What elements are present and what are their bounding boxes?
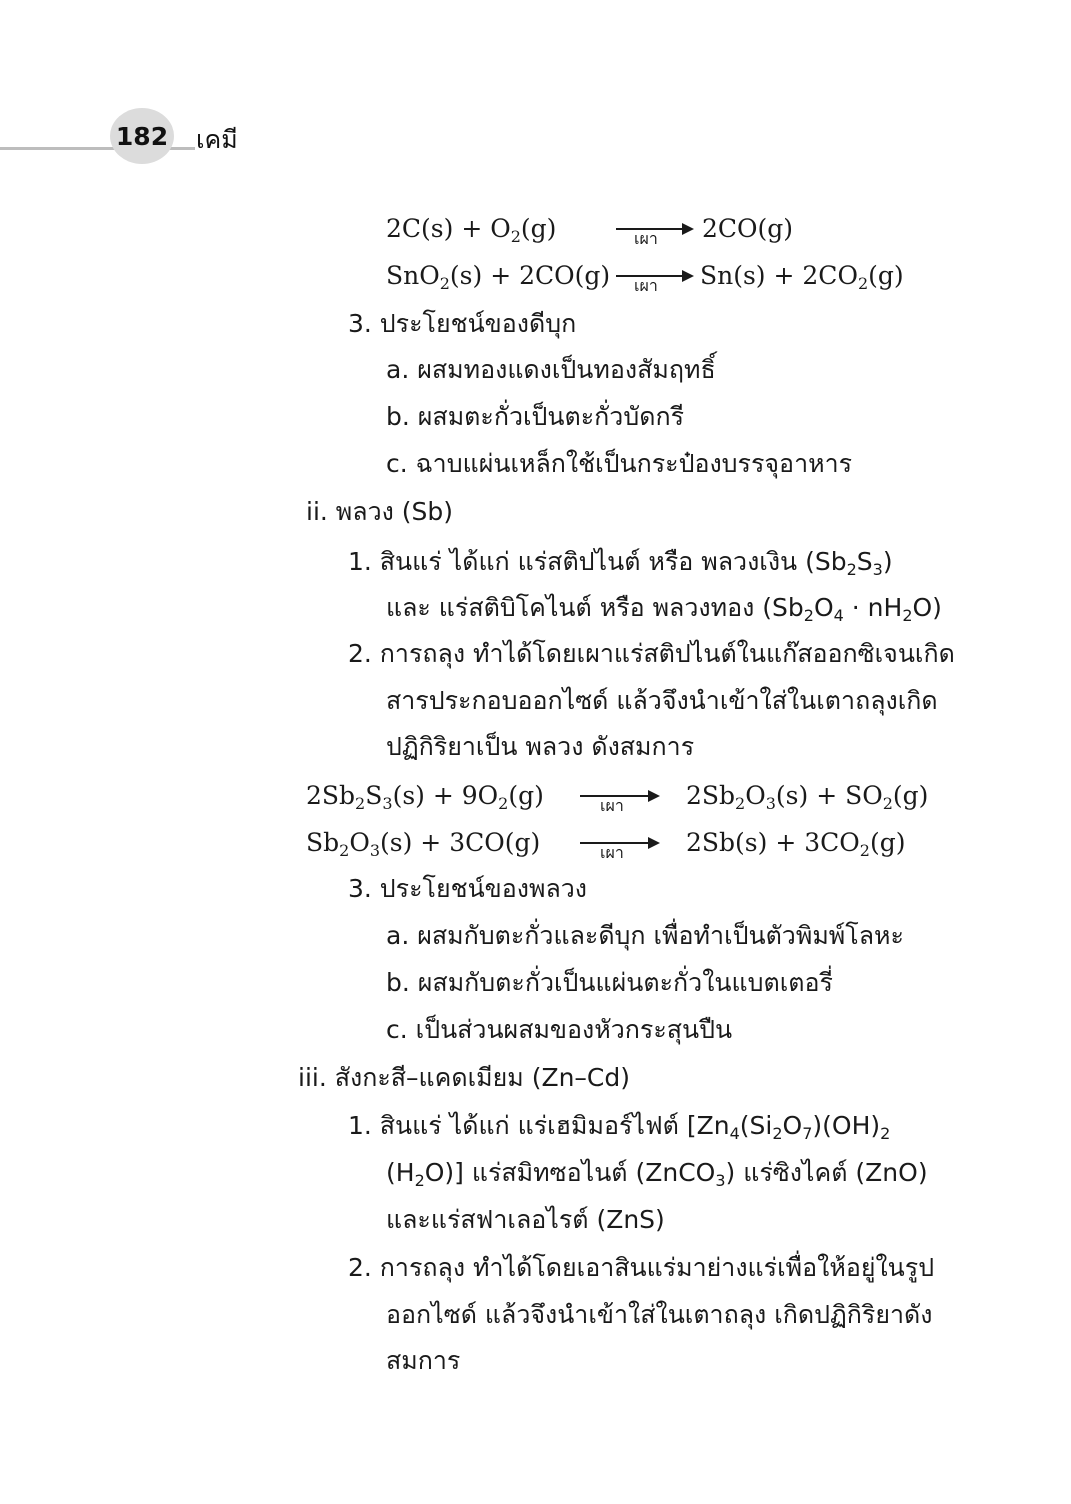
antimony-ore-line-1: 1. สินแร่ ได้แก่ แร่สติปไนต์ หรือ พลวงเงิน $(Sb_2S_3)$	[348, 547, 893, 579]
zinc-roast-line-2: ออกไซด์ แล้วจึงนำเข้าใส่ในเตาถลุง เกิดปฏิกิริยาดัง	[386, 1300, 933, 1329]
list-item: a. ผสมทองแดงเป็นทองสัมฤทธิ์	[386, 355, 716, 384]
tin-uses-heading: 3. ประโยชน์ของดีบุก	[348, 309, 577, 338]
zinc-ore-line-3: และแร่สฟาเลอไรต์ (ZnS)	[386, 1205, 665, 1234]
antimony-eq1-left: $2Sb_2S_3(s) + 9O_2(g)$	[306, 781, 544, 813]
tin-eq1-right: 2CO(g)	[702, 214, 794, 243]
antimony-uses-heading: 3. ประโยชน์ของพลวง	[348, 874, 588, 903]
antimony-eq2-right: $2Sb(s) + 3CO_2(g)$	[686, 828, 906, 860]
antimony-roast-line-2: สารประกอบออกไซด์ แล้วจึงนำเข้าใส่ในเตาถลุงเกิด	[386, 686, 938, 715]
zinc-ore-line-1: 1. สินแร่ ได้แก่ แร่เฮมิมอร์ไฟต์ [$Zn_4(Si_2O_7)(OH)_2$	[348, 1111, 891, 1143]
section-heading-antimony: ii. พลวง (Sb)	[306, 497, 454, 526]
tin-eq1-arrow: เผา	[616, 214, 694, 248]
section-heading-zinc-cadmium: iii. สังกะสี–แคดเมียม (Zn–Cd)	[298, 1063, 631, 1092]
antimony-roast-line-1: 2. การถลุง ทำได้โดยเผาแร่สติปไนต์ในแก๊สออกซิเจนเกิด	[348, 639, 955, 668]
zinc-ore-line-2: $(H_2O)$] แร่สมิทซอไนต์ (ZnCO$_3$) แร่ซิงไคต์ (ZnO)	[386, 1158, 928, 1190]
list-item: b. ผสมตะกั่วเป็นตะกั่วบัดกรี	[386, 402, 685, 431]
list-item: b. ผสมกับตะกั่วเป็นแผ่นตะกั่วในแบตเตอรี่	[386, 968, 833, 997]
antimony-ore-line-2: และ แร่สติบิโคไนต์ หรือ พลวงทอง $(Sb_2O_4 \cdot nH_2O)$	[386, 593, 942, 625]
tin-eq2-left: SnO$_2$(s) + 2CO(g)	[386, 261, 611, 293]
subject-title: เคมี	[196, 125, 238, 154]
antimony-eq1-arrow: เผา	[580, 781, 660, 815]
antimony-roast-line-3: ปฏิกิริยาเป็น พลวง ดังสมการ	[386, 732, 695, 761]
tin-eq2-arrow: เผา	[616, 261, 694, 295]
list-item: c. เป็นส่วนผสมของหัวกระสุนปืน	[386, 1015, 733, 1044]
page-number-badge	[110, 108, 174, 164]
antimony-eq2-left: $Sb_2O_3(s) + 3CO(g)$	[306, 828, 541, 860]
tin-eq1-left: $2C(s) + O_2(g)$	[386, 214, 557, 246]
antimony-eq2-arrow: เผา	[580, 828, 660, 862]
antimony-eq1-right: $2Sb_2O_3(s) + SO_2(g)$	[686, 781, 929, 813]
zinc-roast-line-3: สมการ	[386, 1346, 461, 1375]
zinc-roast-line-1: 2. การถลุง ทำได้โดยเอาสินแร่มาย่างแร่เพื่อให้อยู่ในรูป	[348, 1253, 935, 1282]
tin-eq2-right: $Sn(s) + 2CO_2(g)$	[700, 261, 904, 293]
list-item: c. ฉาบแผ่นเหล็กใช้เป็นกระป๋องบรรจุอาหาร	[386, 449, 853, 478]
page-number: 182	[115, 121, 169, 151]
list-item: a. ผสมกับตะกั่วและดีบุก เพื่อทำเป็นตัวพิมพ์โลหะ	[386, 921, 904, 950]
